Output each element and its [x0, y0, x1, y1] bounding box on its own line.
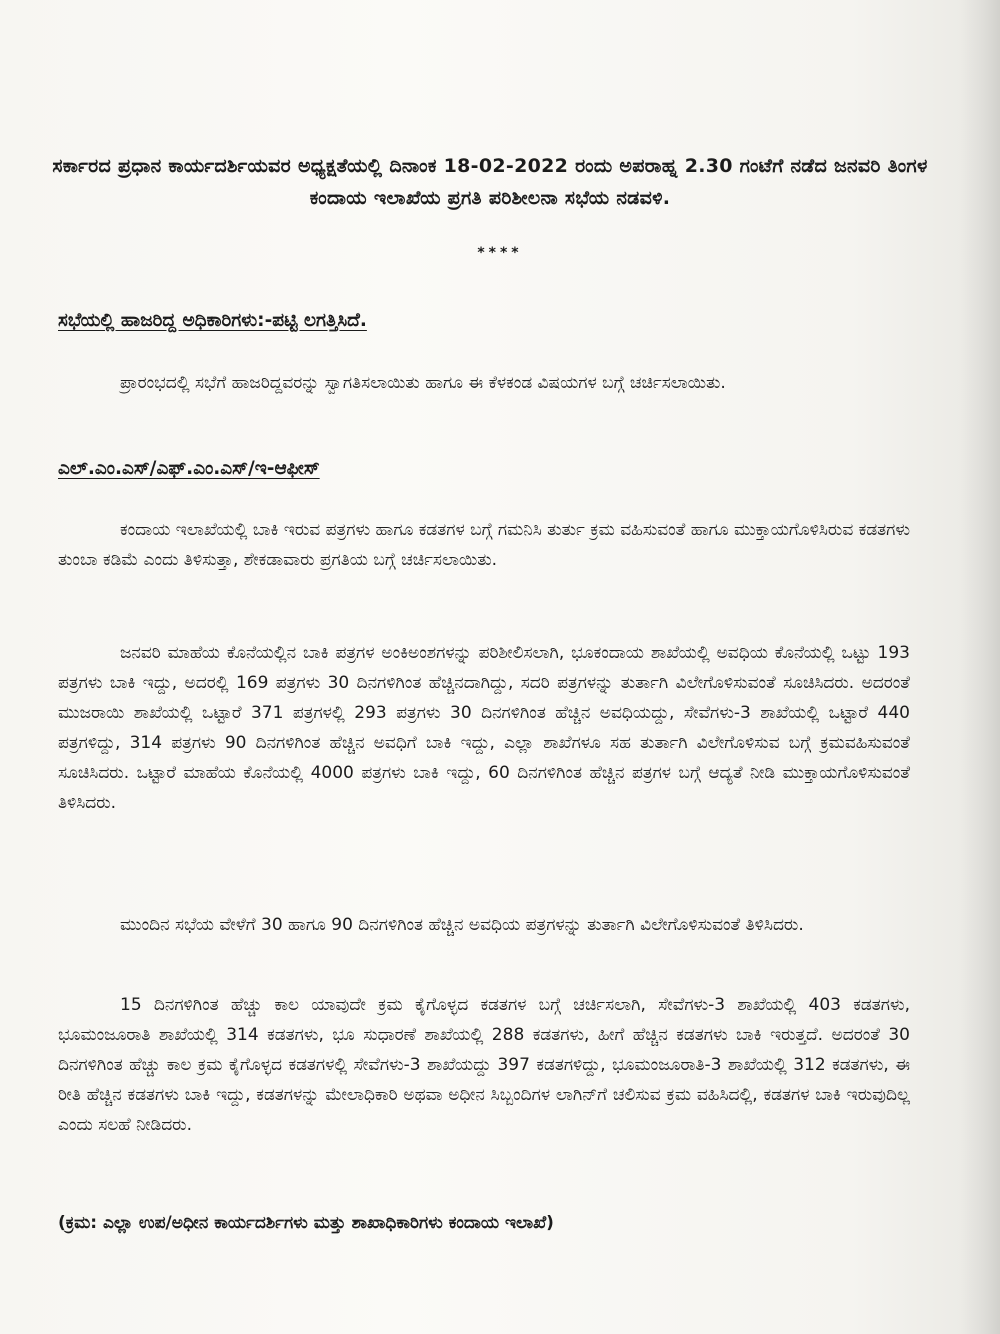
attendees-heading: ಸಭೆಯಲ್ಲಿ ಹಾಜರಿದ್ದ ಅಧಿಕಾರಿಗಳು:-ಪಟ್ಟಿ ಲಗತ್ತಿಸಿದೆ. [58, 310, 367, 331]
document-title: ಸರ್ಕಾರದ ಪ್ರಧಾನ ಕಾರ್ಯದರ್ಶಿಯವರ ಅಧ್ಯಕ್ಷತೆಯಲ್ಲಿ ದಿನಾಂಕ 18-02-2022 ರಂದು ಅಪರಾಹ್ನ 2.30 ಗಂಟೆಗೆ ನಡೆದ ಜನವರಿ ತಿಂಗಳ ಕಂದಾಯ ಇಲಾಖೆಯ ಪ್ರಗತಿ ಪರಿಶೀಲನಾ ಸಭೆಯ ನಡವಳಿ. [52, 155, 928, 209]
title-separator: **** [477, 245, 523, 261]
page-edge-shadow [960, 0, 1000, 1334]
paragraph-2: ಜನವರಿ ಮಾಹೆಯ ಕೊನೆಯಲ್ಲಿನ ಬಾಕಿ ಪತ್ರಗಳ ಅಂಕಿಅಂಶಗಳನ್ನು ಪರಿಶೀಲಿಸಲಾಗಿ, ಭೂಕಂದಾಯ ಶಾಖೆಯಲ್ಲಿ ಅವಧಿಯ ಕೊನೆಯಲ್ಲಿ ಒಟ್ಟು 193 ಪತ್ರಗಳು ಬಾಕಿ ಇದ್ದು, ಅದರಲ್ಲಿ 169 ಪತ್ರಗಳು 30 ದಿನಗಳಿಗಿಂತ ಹೆಚ್ಚಿನದಾಗಿದ್ದು, ಸದರಿ ಪತ್ರಗಳನ್ನು ತುರ್ತಾಗಿ ವಿಲೇಗೊಳಿಸುವಂತೆ ಸೂಚಿಸಿದರು. ಅದರಂತೆ ಮುಜರಾಯಿ ಶಾಖೆಯಲ್ಲಿ ಒಟ್ಟಾರೆ 371 ಪತ್ರಗಳಲ್ಲಿ 293 ಪತ್ರಗಳು 30 ದಿನಗಳಿಗಿಂತ ಹೆಚ್ಚಿನ ಅವಧಿಯದ್ದು, ಸೇವೆಗಳು-3 ಶಾಖೆಯಲ್ಲಿ ಒಟ್ಟಾರೆ 440 ಪತ್ರಗಳಿದ್ದು, 314 ಪತ್ರಗಳು 90 ದಿನಗಳಿಗಿಂತ ಹೆಚ್ಚಿನ ಅವಧಿಗೆ ಬಾಕಿ ಇದ್ದು, ಎಲ್ಲಾ ಶಾಖೆಗಳೂ ಸಹ ತುರ್ತಾಗಿ ವಿಲೇಗೊಳಿಸುವ ಬಗ್ಗೆ ಕ್ರಮವಹಿಸುವಂತೆ ಸೂಚಿಸಿದರು. ಒಟ್ಟಾರೆ ಮಾಹೆಯ ಕೊನೆಯಲ್ಲಿ 4000 ಪತ್ರಗಳು ಬಾಕಿ ಇದ್ದು, 60 ದಿನಗಳಿಗಿಂತ ಹೆಚ್ಚಿನ ಪತ್ರಗಳ ಬಗ್ಗೆ ಆದ್ಯತೆ ನೀಡಿ ಮುಕ್ತಾಯಗೊಳಿಸುವಂತೆ ತಿಳಿಸಿದರು. [58, 643, 910, 813]
paragraph-4: 15 ದಿನಗಳಿಗಿಂತ ಹೆಚ್ಚು ಕಾಲ ಯಾವುದೇ ಕ್ರಮ ಕೈಗೊಳ್ಳದ ಕಡತಗಳ ಬಗ್ಗೆ ಚರ್ಚಿಸಲಾಗಿ, ಸೇವೆಗಳು-3 ಶಾಖೆಯಲ್ಲಿ 403 ಕಡತಗಳು, ಭೂಮಂಜೂರಾತಿ ಶಾಖೆಯಲ್ಲಿ 314 ಕಡತಗಳು, ಭೂ ಸುಧಾರಣೆ ಶಾಖೆಯಲ್ಲಿ 288 ಕಡತಗಳು, ಹೀಗೆ ಹೆಚ್ಚಿನ ಕಡತಗಳು ಬಾಕಿ ಇರುತ್ತದೆ. ಅದರಂತೆ 30 ದಿನಗಳಿಗಿಂತ ಹೆಚ್ಚು ಕಾಲ ಕ್ರಮ ಕೈಗೊಳ್ಳದ ಕಡತಗಳಲ್ಲಿ ಸೇವೆಗಳು-3 ಶಾಖೆಯದ್ದು 397 ಕಡತಗಳಿದ್ದು, ಭೂಮಂಜೂರಾತಿ-3 ಶಾಖೆಯಲ್ಲಿ 312 ಕಡತಗಳು, ಈ ರೀತಿ ಹೆಚ್ಚಿನ ಕಡತಗಳು ಬಾಕಿ ಇದ್ದು, ಕಡತಗಳನ್ನು ಮೇಲಾಧಿಕಾರಿ ಅಥವಾ ಅಧೀನ ಸಿಬ್ಬಂದಿಗಳ ಲಾಗಿನ್‌ಗೆ ಚಲಿಸುವ ಕ್ರಮ ವಹಿಸಿದಲ್ಲಿ, ಕಡತಗಳ ಬಾಕಿ ಇರುವುದಿಲ್ಲ ಎಂದು ಸಲಹೆ ನೀಡಿದರು. [58, 995, 910, 1135]
intro-paragraph: ಪ್ರಾರಂಭದಲ್ಲಿ ಸಭೆಗೆ ಹಾಜರಿದ್ದವರನ್ನು ಸ್ವಾಗತಿಸಲಾಯಿತು ಹಾಗೂ ಈ ಕೆಳಕಂಡ ವಿಷಯಗಳ ಬಗ್ಗೆ ಚರ್ಚಿಸಲಾಯಿತು. [120, 373, 726, 393]
paragraph-3: ಮುಂದಿನ ಸಭೆಯ ವೇಳೆಗೆ 30 ಹಾಗೂ 90 ದಿನಗಳಿಗಿಂತ ಹೆಚ್ಚಿನ ಅವಧಿಯ ಪತ್ರಗಳನ್ನು ತುರ್ತಾಗಿ ವಿಲೇಗೊಳಿಸುವಂತೆ ತಿಳಿಸಿದರು. [120, 915, 804, 935]
paragraph-1: ಕಂದಾಯ ಇಲಾಖೆಯಲ್ಲಿ ಬಾಕಿ ಇರುವ ಪತ್ರಗಳು ಹಾಗೂ ಕಡತಗಳ ಬಗ್ಗೆ ಗಮನಿಸಿ ತುರ್ತು ಕ್ರಮ ವಹಿಸುವಂತೆ ಹಾಗೂ ಮುಕ್ತಾಯಗೊಳಿಸಿರುವ ಕಡತಗಳು ತುಂಬಾ ಕಡಿಮೆ ಎಂದು ತಿಳಿಸುತ್ತಾ, ಶೇಕಡಾವಾರು ಪ್ರಗತಿಯ ಬಗ್ಗೆ ಚರ್ಚಿಸಲಾಯಿತು. [58, 520, 910, 570]
section-heading: ಎಲ್.ಎಂ.ಎಸ್/ಎಫ್.ಎಂ.ಎಸ್/ಇ-ಆಫೀಸ್ [58, 458, 320, 479]
action-note: (ಕ್ರಮ: ಎಲ್ಲಾ ಉಪ/ಅಧೀನ ಕಾರ್ಯದರ್ಶಿಗಳು ಮತ್ತು ಶಾಖಾಧಿಕಾರಿಗಳು ಕಂದಾಯ ಇಲಾಖೆ) [58, 1213, 554, 1233]
